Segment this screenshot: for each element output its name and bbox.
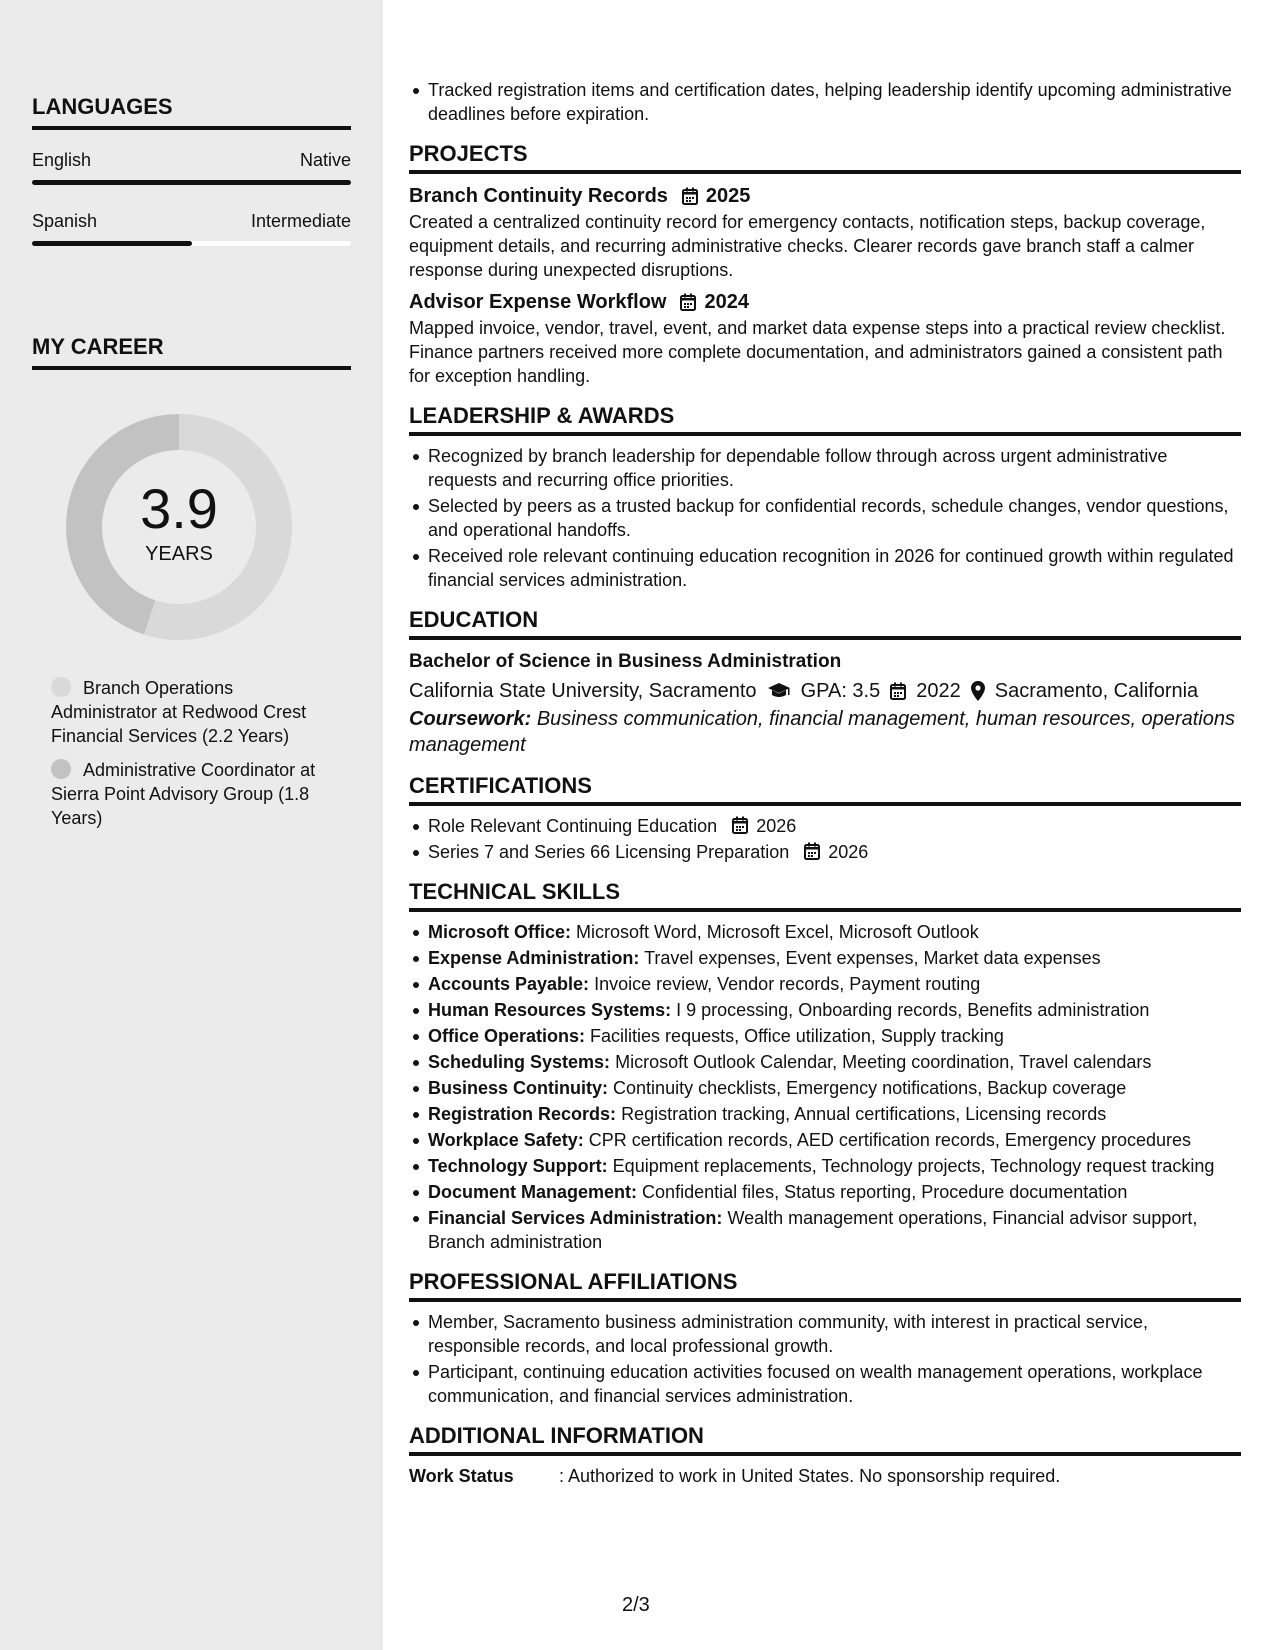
skill-label: Workplace Safety: bbox=[428, 1130, 584, 1150]
calendar-icon bbox=[682, 187, 698, 205]
skill-value: Facilities requests, Office utilization, Supply tracking bbox=[590, 1026, 1004, 1046]
certification-year: 2026 bbox=[828, 842, 869, 862]
certifications-heading: CERTIFICATIONS bbox=[409, 772, 1241, 806]
skill-label: Microsoft Office: bbox=[428, 922, 572, 942]
leadership-heading: LEADERSHIP & AWARDS bbox=[409, 402, 1241, 436]
sidebar bbox=[0, 0, 383, 1650]
project-title: Branch Continuity Records bbox=[409, 185, 668, 207]
skill-item bbox=[409, 972, 1241, 996]
work-status-label: Work Status bbox=[409, 1466, 514, 1486]
leadership-list bbox=[409, 444, 1241, 592]
skill-value: I 9 processing, Onboarding records, Benefits administration bbox=[676, 1000, 1150, 1020]
career-total-years: 3.9 bbox=[140, 476, 218, 540]
language-name: English bbox=[32, 150, 92, 170]
work-status-row bbox=[409, 1464, 1241, 1488]
education-coursework bbox=[409, 706, 1241, 758]
education-school: California State University, Sacramento bbox=[409, 680, 757, 702]
skill-value: Equipment replacements, Technology projects, Technology request tracking bbox=[612, 1156, 1215, 1176]
skill-label: Accounts Payable: bbox=[428, 974, 590, 994]
career-list bbox=[51, 676, 341, 840]
education-item bbox=[409, 648, 1241, 758]
skill-value: Microsoft Outlook Calendar, Meeting coordination, Travel calendars bbox=[615, 1052, 1152, 1072]
leadership-item: Recognized by branch leadership for dependable follow through across urgent administrative requests and recurring office priorities. bbox=[409, 444, 1241, 492]
skills-heading: TECHNICAL SKILLS bbox=[409, 878, 1241, 912]
skill-item bbox=[409, 1206, 1241, 1254]
main-content bbox=[383, 0, 1275, 1650]
education-year: 2022 bbox=[916, 680, 961, 702]
calendar-icon bbox=[890, 682, 906, 700]
skill-item bbox=[409, 1180, 1241, 1204]
project-item bbox=[409, 182, 1241, 282]
skill-label: Business Continuity: bbox=[428, 1078, 609, 1098]
project-description: Created a centralized continuity record for emergency contacts, notification steps, backup coverage, equipment details, and recurring administrative checks. Clearer records gave branch staff a calmer response during unexpected disruptions. bbox=[409, 212, 1206, 280]
project-year: 2025 bbox=[705, 185, 751, 207]
languages-heading: LANGUAGES bbox=[32, 94, 351, 130]
language-level: Intermediate bbox=[250, 211, 351, 231]
skill-label: Registration Records: bbox=[428, 1104, 617, 1124]
project-item bbox=[409, 288, 1241, 388]
affiliations-heading: PROFESSIONAL AFFILIATIONS bbox=[409, 1268, 1241, 1302]
career-legend-dot bbox=[51, 759, 71, 779]
education-location: Sacramento, California bbox=[994, 680, 1199, 702]
calendar-icon bbox=[680, 293, 696, 311]
career-item bbox=[51, 676, 341, 748]
career-section bbox=[32, 334, 351, 370]
experience-bullets bbox=[409, 78, 1241, 126]
skill-item bbox=[409, 1102, 1241, 1126]
affiliations-list bbox=[409, 1310, 1241, 1408]
skill-label: Financial Services Administration: bbox=[428, 1208, 723, 1228]
skill-value: Travel expenses, Event expenses, Market data expenses bbox=[644, 948, 1101, 968]
skills-list bbox=[409, 920, 1241, 1254]
work-status-value: : Authorized to work in United States. No sponsorship required. bbox=[559, 1466, 1061, 1486]
career-item-text: Branch Operations Administrator at Redwood Crest Financial Services (2.2 Years) bbox=[51, 678, 307, 746]
career-years-unit: YEARS bbox=[145, 542, 213, 565]
language-proficiency-fill bbox=[32, 180, 351, 185]
skill-item bbox=[409, 1050, 1241, 1074]
career-item bbox=[51, 758, 341, 830]
location-pin-icon bbox=[971, 681, 985, 701]
skill-value: Wealth management operations, Financial advisor support, Branch administration bbox=[428, 1208, 1198, 1252]
career-legend-dot bbox=[51, 677, 71, 697]
skill-label: Scheduling Systems: bbox=[428, 1052, 611, 1072]
skill-label: Office Operations: bbox=[428, 1026, 586, 1046]
certification-name: Role Relevant Continuing Education bbox=[428, 816, 718, 836]
calendar-icon bbox=[804, 842, 820, 860]
skill-label: Expense Administration: bbox=[428, 948, 640, 968]
certification-year: 2026 bbox=[756, 816, 797, 836]
skill-item bbox=[409, 1076, 1241, 1100]
certification-item bbox=[409, 840, 1241, 864]
projects-heading: PROJECTS bbox=[409, 140, 1241, 174]
skill-item bbox=[409, 946, 1241, 970]
calendar-icon bbox=[732, 816, 748, 834]
language-name: Spanish bbox=[32, 211, 98, 231]
project-description: Mapped invoice, vendor, travel, event, and market data expense steps into a practical review checklist. Finance partners received more complete documentation, and administrators gained a consistent path for exception handling. bbox=[409, 318, 1226, 386]
career-donut-chart bbox=[66, 414, 292, 640]
skill-item bbox=[409, 998, 1241, 1022]
experience-bullet: Tracked registration items and certification dates, helping leadership identify upcoming administrative deadlines before expiration. bbox=[409, 78, 1241, 126]
skill-label: Human Resources Systems: bbox=[428, 1000, 672, 1020]
education-heading: EDUCATION bbox=[409, 606, 1241, 640]
skill-value: Continuity checklists, Emergency notifications, Backup coverage bbox=[613, 1078, 1127, 1098]
coursework-text: Business communication, financial management, human resources, operations management bbox=[409, 708, 1235, 756]
leadership-item: Selected by peers as a trusted backup for confidential records, schedule changes, vendor questions, and operational handoffs. bbox=[409, 494, 1241, 542]
skill-item bbox=[409, 1154, 1241, 1178]
education-gpa: GPA: 3.5 bbox=[800, 680, 881, 702]
project-year: 2024 bbox=[704, 291, 749, 313]
skill-item bbox=[409, 1024, 1241, 1048]
skill-item bbox=[409, 1128, 1241, 1152]
language-proficiency-bar bbox=[32, 241, 351, 246]
skill-item bbox=[409, 920, 1241, 944]
affiliation-item: Participant, continuing education activities focused on wealth management operations, workplace communication, and financial services administration. bbox=[409, 1360, 1241, 1408]
language-proficiency-fill bbox=[32, 241, 192, 246]
coursework-label: Coursework: bbox=[409, 708, 532, 730]
skill-value: Microsoft Word, Microsoft Excel, Microsoft Outlook bbox=[576, 922, 979, 942]
leadership-item: Received role relevant continuing education recognition in 2026 for continued growth within regulated financial services administration. bbox=[409, 544, 1241, 592]
language-proficiency-bar bbox=[32, 180, 351, 185]
skill-value: Invoice review, Vendor records, Payment routing bbox=[594, 974, 981, 994]
skill-label: Document Management: bbox=[428, 1182, 638, 1202]
affiliation-item: Member, Sacramento business administration community, with interest in practical service, responsible records, and local professional growth. bbox=[409, 1310, 1241, 1358]
graduation-cap-icon bbox=[767, 682, 791, 700]
skill-value: Registration tracking, Annual certifications, Licensing records bbox=[621, 1104, 1107, 1124]
additional-info-heading: ADDITIONAL INFORMATION bbox=[409, 1422, 1241, 1456]
skill-value: Confidential files, Status reporting, Procedure documentation bbox=[642, 1182, 1128, 1202]
languages-section bbox=[32, 94, 351, 246]
project-title: Advisor Expense Workflow bbox=[409, 291, 667, 313]
certification-name: Series 7 and Series 66 Licensing Preparation bbox=[428, 842, 790, 862]
certification-item bbox=[409, 814, 1241, 838]
education-degree: Bachelor of Science in Business Administration bbox=[409, 651, 842, 672]
skill-value: CPR certification records, AED certification records, Emergency procedures bbox=[588, 1130, 1191, 1150]
career-item-text: Administrative Coordinator at Sierra Point Advisory Group (1.8 Years) bbox=[51, 760, 316, 828]
career-heading: MY CAREER bbox=[32, 334, 351, 370]
language-item bbox=[32, 211, 351, 246]
skill-label: Technology Support: bbox=[428, 1156, 608, 1176]
page-number: 2/3 bbox=[622, 1594, 650, 1616]
certifications-list bbox=[409, 814, 1241, 864]
language-item bbox=[32, 150, 351, 185]
language-level: Native bbox=[299, 150, 351, 170]
